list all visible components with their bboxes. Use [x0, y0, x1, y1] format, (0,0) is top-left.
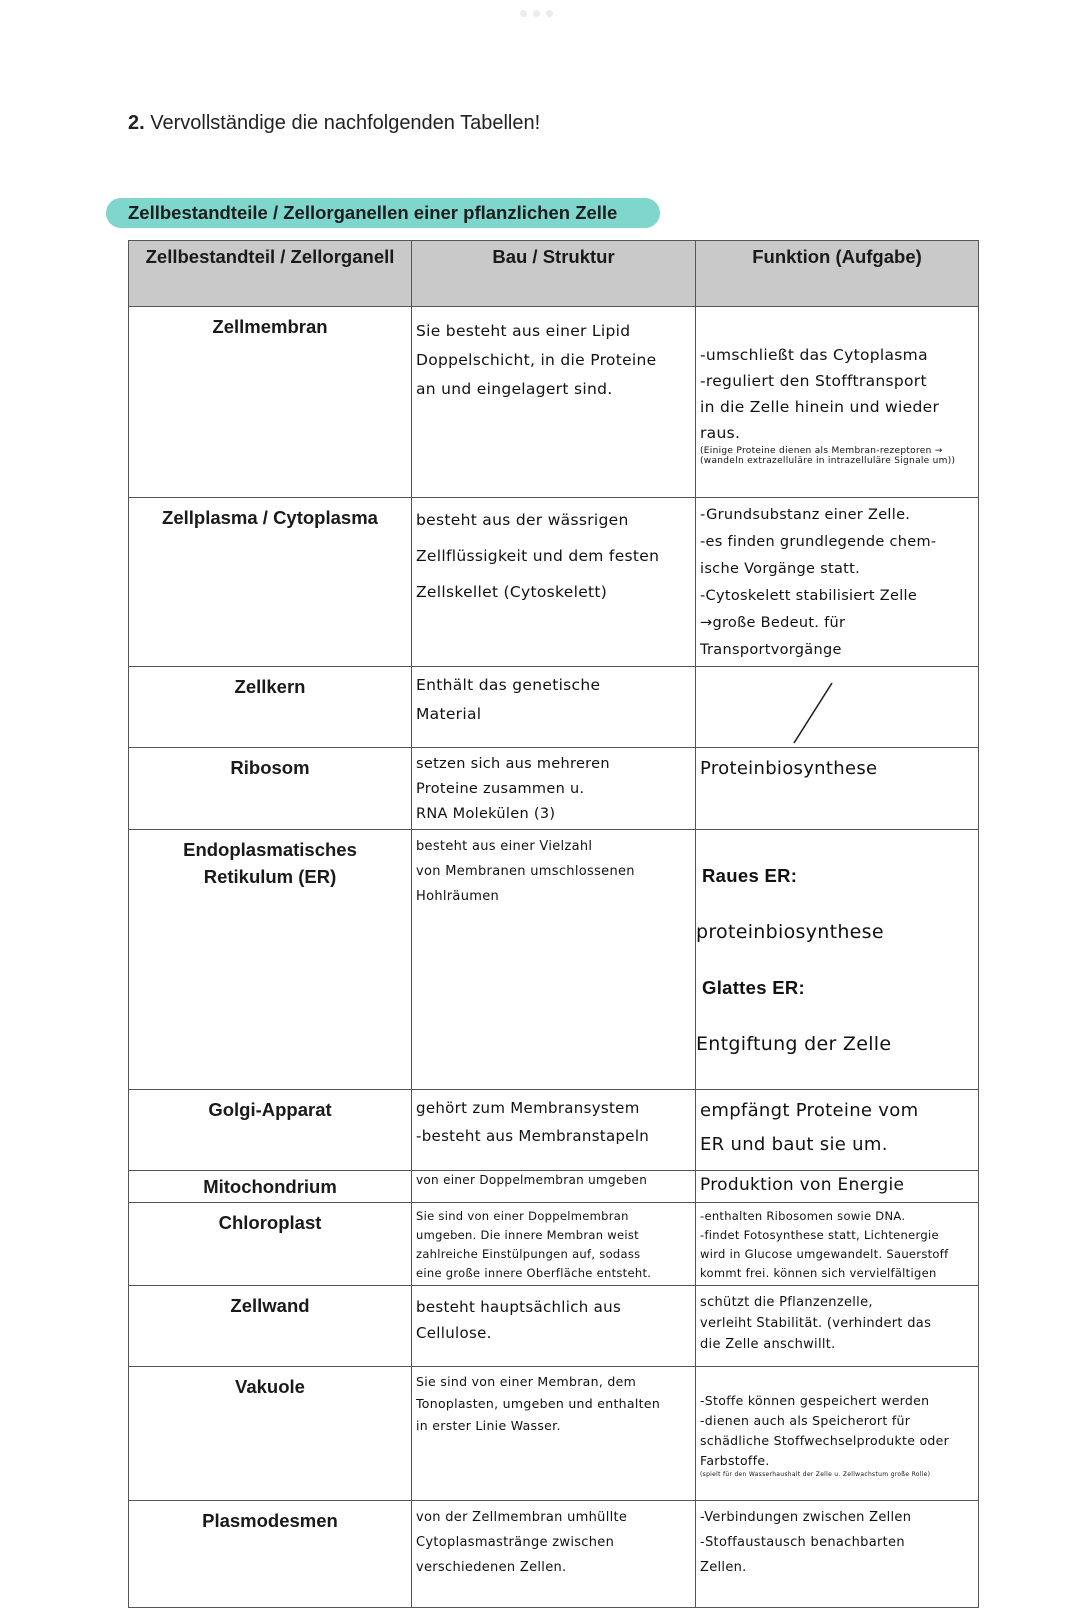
- row-structure: von einer Doppelmembran umgeben: [412, 1171, 696, 1203]
- table-row: [129, 1286, 979, 1367]
- table-row: [129, 1501, 979, 1608]
- row-name: Zellkern: [129, 667, 412, 748]
- row-structure: besteht hauptsächlich aus Cellulose.: [412, 1286, 696, 1367]
- function-text: -umschließt das Cytoplasma -reguliert den Stofftransport in die Zelle hinein und wieder raus.: [700, 346, 940, 442]
- function-text: -Stoffe können gespeichert werden -dienen auch als Speicherort für schädliche Stoffwechselprodukte oder Farbstoffe.: [700, 1393, 950, 1468]
- header-structure: Bau / Struktur: [412, 241, 696, 307]
- row-function: -Verbindungen zwischen Zellen -Stoffaustausch benachbarten Zellen.: [696, 1501, 979, 1608]
- section-title: Zellbestandteile / Zellorganellen einer pflanzlichen Zelle: [106, 198, 660, 228]
- row-name: Vakuole: [129, 1367, 412, 1501]
- row-structure: Enthält das genetische Material: [412, 667, 696, 748]
- row-name: Plasmodesmen: [129, 1501, 412, 1608]
- row-structure: setzen sich aus mehreren Proteine zusammen u. RNA Molekülen (3): [412, 748, 696, 830]
- row-structure: Sie besteht aus einer Lipid Doppelschicht, in die Proteine an und eingelagert sind.: [412, 307, 696, 498]
- row-name: Zellwand: [129, 1286, 412, 1367]
- table-row: [129, 498, 979, 667]
- table-row: [129, 1203, 979, 1286]
- row-name: Mitochondrium: [129, 1171, 412, 1203]
- window-dots: [520, 10, 553, 17]
- strike-slash: [696, 667, 979, 747]
- row-name: Endoplasmatisches Retikulum (ER): [129, 830, 412, 1090]
- table-row: [129, 1367, 979, 1501]
- header-function: Funktion (Aufgabe): [696, 241, 979, 307]
- table-row: [129, 307, 979, 498]
- table-row: [129, 1090, 979, 1171]
- row-function: [696, 830, 979, 1090]
- row-function: [696, 1367, 979, 1501]
- table-row: [129, 748, 979, 830]
- smooth-er-label: Glattes ER:: [702, 977, 806, 998]
- row-structure: besteht aus der wässrigen Zellflüssigkeit und dem festen Zellskellet (Cytoskelett): [412, 498, 696, 667]
- row-function: Produktion von Energie: [696, 1171, 979, 1203]
- function-note: (Einige Proteine dienen als Membran-rezeptoren → (wandeln extrazelluläre in intrazelluläre Signale um)): [700, 446, 956, 466]
- row-function: -Grundsubstanz einer Zelle. -es finden grundlegende chem- ische Vorgänge statt. -Cytoskelett stabilisiert Zelle →große Bedeut. für Transportvorgänge: [696, 498, 979, 667]
- row-name: Golgi-Apparat: [129, 1090, 412, 1171]
- header-name: Zellbestandteil / Zellorganell: [129, 241, 412, 307]
- organelle-table: [128, 240, 979, 1608]
- smooth-er-function: Entgiftung der Zelle: [696, 1033, 892, 1055]
- row-function: schützt die Pflanzenzelle, verleiht Stabilität. (verhindert das die Zelle anschwillt.: [696, 1286, 979, 1367]
- function-note: (spielt für den Wasserhaushalt der Zelle u. Zellwachstum große Rolle): [700, 1471, 931, 1478]
- table-row: [129, 667, 979, 748]
- table-header-row: [129, 241, 979, 307]
- row-name: Chloroplast: [129, 1203, 412, 1286]
- row-function: empfängt Proteine vom ER und baut sie um.: [696, 1090, 979, 1171]
- task-number: 2.: [128, 112, 145, 134]
- row-function: [696, 667, 979, 748]
- row-function: [696, 307, 979, 498]
- rough-er-function: proteinbiosynthese: [696, 921, 884, 943]
- rough-er-label: Raues ER:: [702, 865, 798, 886]
- table-row: [129, 830, 979, 1090]
- task-heading: [128, 112, 540, 135]
- row-structure: von der Zellmembran umhüllte Cytoplasmastränge zwischen verschiedenen Zellen.: [412, 1501, 696, 1608]
- row-structure: besteht aus einer Vielzahl von Membranen umschlossenen Hohlräumen: [412, 830, 696, 1090]
- row-name: Ribosom: [129, 748, 412, 830]
- table-row: [129, 1171, 979, 1203]
- row-function: -enthalten Ribosomen sowie DNA. -findet Fotosynthese statt, Lichtenergie wird in Glucose umgewandelt. Sauerstoff kommt frei. können sich vervielfältigen: [696, 1203, 979, 1286]
- row-function: Proteinbiosynthese: [696, 748, 979, 830]
- row-structure: Sie sind von einer Doppelmembran umgeben. Die innere Membran weist zahlreiche Einstülpungen auf, sodass eine große innere Oberfläche entsteht.: [412, 1203, 696, 1286]
- row-name: Zellmembran: [129, 307, 412, 498]
- task-text: Vervollständige die nachfolgenden Tabellen!: [150, 112, 541, 134]
- row-structure: Sie sind von einer Membran, dem Tonoplasten, umgeben und enthalten in erster Linie Wasser.: [412, 1367, 696, 1501]
- slash-line: [794, 683, 832, 743]
- row-structure: gehört zum Membransystem -besteht aus Membranstapeln: [412, 1090, 696, 1171]
- row-name: Zellplasma / Cytoplasma: [129, 498, 412, 667]
